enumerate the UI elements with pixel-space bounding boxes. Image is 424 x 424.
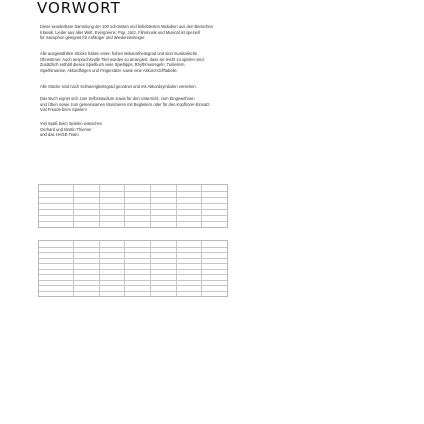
paragraph-signoff: Viel Spaß beim Spielen wünschen Gerhard und Martin Thiemer und das HAGE-Team [40,121,103,138]
fingering-chart-top [38,184,228,228]
paragraph-difficulty: Alle Stücke sind nach Schwierigkeitsgrad geordnet und mit Akkordsymbolen versehen. [40,84,197,89]
fingering-chart-bottom [38,240,228,297]
document-title: VORWORT [37,0,121,17]
paragraph-intro: Diese wunderbare Sammlung der 100 schönsten und beliebtesten Melodien aus den Bereichen Klassik, Lieder aus aller Welt, Evergreens, Pop, Jazz, Filmmusik und Musical ist speziell für Saxophon geeignet für Anfänger und Wiedereinsteiger. [40,24,213,41]
paragraph-selection: Alle ausgewählten Stücke haben einen hohen Bekanntheitsgrad und sind musikalische Ohrwürmer. Auch anspruchsvolle Titel wurden so arrangiert, dass sie leicht zu spielen sind. Zusätzlich enthält dieses Spielbuch viele Spieltipps, Rhythmusregeln, Tonleitern, Spielhinweise, Akkordfolgen und Fingersätze sowie eine Akkord-Grifftabelle. [40,51,205,73]
paragraph-usage: Das Buch eignet sich zum Selbststudium sowie für den Unterricht, zum Eingewöhnen und Üben sowie zum gemeinsamen Musizieren mit Begleitern oder für den Kopfhörer-Einsatz. Viel Freude beim Spielen! [40,96,211,113]
